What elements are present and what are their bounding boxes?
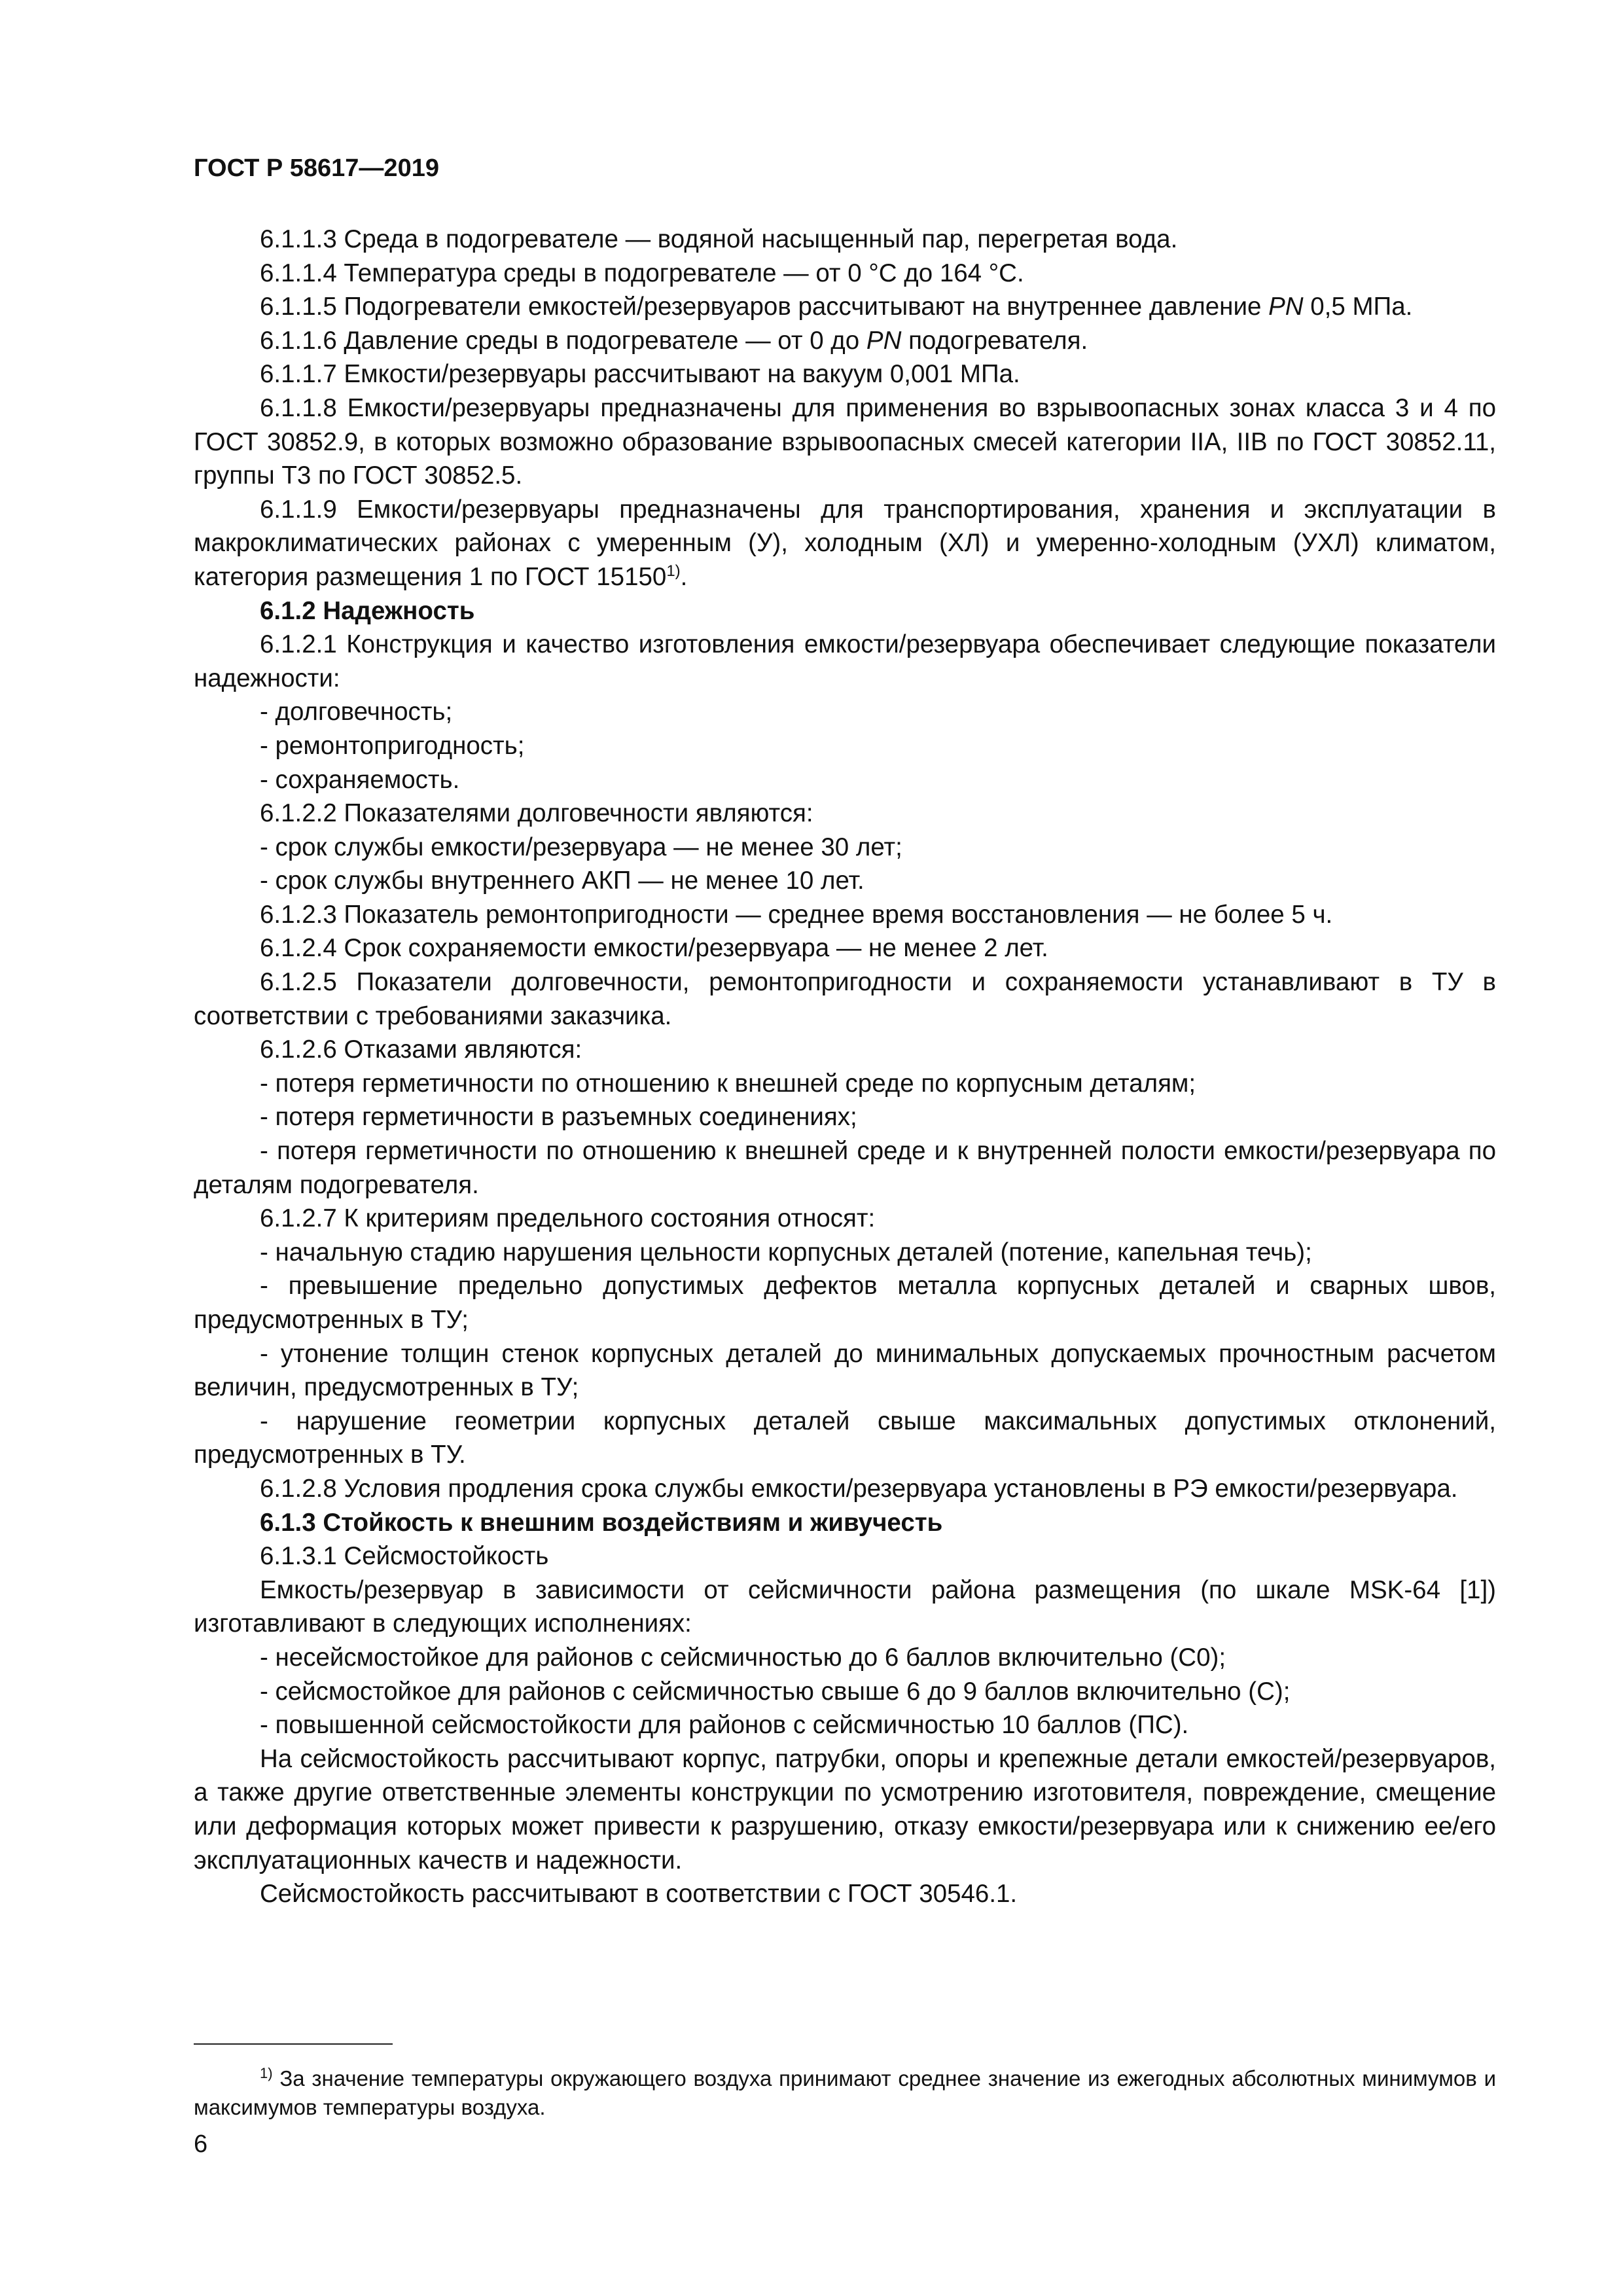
list-item: - потеря герметичности в разъемных соединениях; <box>260 1103 857 1132</box>
clause-6-1-2-7: 6.1.2.7 К критериям предельного состояния относят: <box>260 1204 876 1233</box>
section-heading-6-1-2: 6.1.2 Надежность <box>260 596 475 625</box>
clause-6-1-1-7: 6.1.1.7 Емкости/резервуары рассчитывают на вакуум 0,001 МПа. <box>260 360 1020 389</box>
list-item: - несейсмостойкое для районов с сейсмичностью до 6 баллов включительно (С0); <box>260 1643 1226 1672</box>
body-paragraph: Емкость/резервуар в зависимости от сейсмичности района размещения (по шкале MSK-64 [1]) изготавливают в следующих исполнениях: <box>194 1575 1496 1638</box>
clause-6-1-1-3: 6.1.1.3 Среда в подогревателе — водяной насыщенный пар, перегретая вода. <box>260 225 1178 253</box>
list-item: - превышение предельно допустимых дефектов металла корпусных деталей и сварных швов, предусмотренных в ТУ; <box>194 1272 1496 1334</box>
clause-6-1-2-1: 6.1.2.1 Конструкция и качество изготовления емкости/резервуара обеспечивает следующие показатели надежности: <box>194 630 1496 692</box>
list-item: - потеря герметичности по отношению к внешней среде по корпусным деталям; <box>260 1069 1196 1098</box>
clause-text: 6.1.1.6 Давление среды в подогревателе — от 0 до <box>260 326 866 355</box>
list-item: - потеря герметичности по отношению к внешней среде и к внутренней полости емкости/резервуара по деталям подогревателя. <box>194 1137 1496 1199</box>
pn-symbol: PN <box>866 326 902 355</box>
clause-6-1-2-5: 6.1.2.5 Показатели долговечности, ремонтопригодности и сохраняемости устанавливают в ТУ в соответствии с требованиями заказчика. <box>194 968 1496 1030</box>
footnote-text: За значение температуры окружающего воздуха принимают среднее значение из ежегодных абсолютных минимумов и максимумов температуры воздуха. <box>194 2066 1496 2119</box>
list-item: - ремонтопригодность; <box>260 731 525 760</box>
clause-6-1-3-1: 6.1.3.1 Сейсмостойкость <box>260 1542 549 1571</box>
body-paragraph: На сейсмостойкость рассчитывают корпус, патрубки, опоры и крепежные детали емкостей/резервуаров, а также другие ответственные элементы конструкции по усмотрению изготовителя, повреждение, смещение или деформация которых может привести к разрушению, отказу емкости/резервуара или к снижению ее/его эксплуатационных качеств и надежности. <box>194 1744 1496 1874</box>
clause-text: 6.1.1.5 Подогреватели емкостей/резервуаров рассчитывают на внутреннее давление <box>260 293 1269 321</box>
clause-6-1-2-6: 6.1.2.6 Отказами являются: <box>260 1035 582 1064</box>
footnote-mark: 1) <box>260 2065 273 2081</box>
pn-symbol: PN <box>1268 293 1304 321</box>
clause-text: подогревателя. <box>901 326 1088 355</box>
list-item: - начальную стадию нарушения цельности корпусных деталей (потение, капельная течь); <box>260 1238 1312 1266</box>
body-paragraph: Сейсмостойкость рассчитывают в соответствии с ГОСТ 30546.1. <box>260 1880 1018 1909</box>
footnote-reference: 1) <box>666 562 681 580</box>
clause-6-1-1-8: 6.1.1.8 Емкости/резервуары предназначены для применения во взрывоопасных зонах класса 3 и 4 по ГОСТ 30852.9, в которых возможно образование взрывоопасных смесей категории IIA, IIB по ГОСТ 30852.11, группы Т3 по ГОСТ 30852.5. <box>194 393 1496 490</box>
document-body <box>194 223 1496 1911</box>
clause-6-1-2-3: 6.1.2.3 Показатель ремонтопригодности — среднее время восстановления — не более 5 ч. <box>260 900 1333 929</box>
footnote <box>194 2064 1496 2122</box>
clause-6-1-1-4: 6.1.1.4 Температура среды в подогревателе — от 0 °С до 164 °С. <box>260 259 1024 287</box>
list-item: - сейсмостойкое для районов с сейсмичностью свыше 6 до 9 баллов включительно (С); <box>260 1677 1291 1706</box>
clause-6-1-2-2: 6.1.2.2 Показателями долговечности являются: <box>260 799 813 828</box>
clause-6-1-2-4: 6.1.2.4 Срок сохраняемости емкости/резервуара — не менее 2 лет. <box>260 934 1048 963</box>
standard-id-header: ГОСТ Р 58617—2019 <box>194 154 439 182</box>
page-number: 6 <box>194 2130 208 2158</box>
clause-6-1-2-8: 6.1.2.8 Условия продления срока службы емкости/резервуара установлены в РЭ емкости/резервуара. <box>260 1474 1458 1503</box>
list-item: - долговечность; <box>260 698 453 726</box>
list-item: - утонение толщин стенок корпусных деталей до минимальных допускаемых прочностным расчетом величин, предусмотренных в ТУ; <box>194 1339 1496 1402</box>
list-item: - сохраняемость. <box>260 765 460 794</box>
clause-text: 6.1.1.9 Емкости/резервуары предназначены для транспортирования, хранения и эксплуатации в макроклиматических районах с умеренным (У), холодным (ХЛ) и умеренно-холодным (УХЛ) климатом, категория размещения 1 по ГОСТ 15150 <box>194 495 1496 591</box>
list-item: - нарушение геометрии корпусных деталей свыше максимальных допустимых отклонений, предусмотренных в ТУ. <box>194 1407 1496 1469</box>
clause-6-1-1-9 <box>194 493 1496 594</box>
clause-6-1-1-6 <box>194 324 1496 358</box>
clause-6-1-1-5 <box>194 290 1496 324</box>
section-heading-6-1-3: 6.1.3 Стойкость к внешним воздействиям и живучесть <box>260 1508 943 1537</box>
clause-text: 0,5 МПа. <box>1303 293 1413 321</box>
list-item: - срок службы емкости/резервуара — не менее 30 лет; <box>260 833 902 861</box>
list-item: - срок службы внутреннего АКП — не менее 10 лет. <box>260 867 865 895</box>
list-item: - повышенной сейсмостойкости для районов с сейсмичностью 10 баллов (ПС). <box>260 1711 1189 1740</box>
footnote-divider <box>194 2043 393 2045</box>
clause-text: . <box>680 562 688 591</box>
